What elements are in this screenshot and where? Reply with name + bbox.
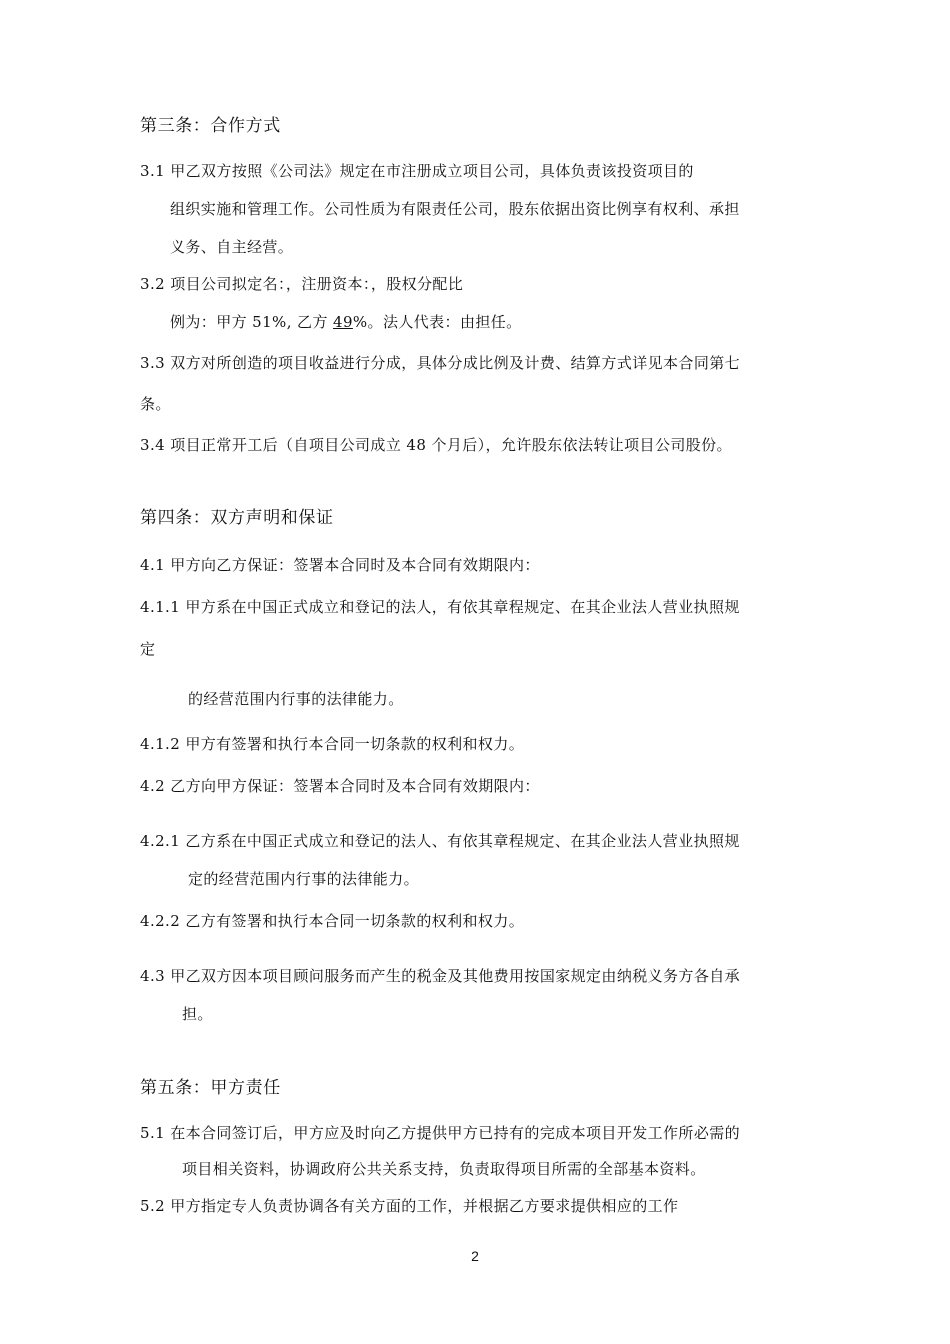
section-4-heading: 第四条：双方声明和保证 (140, 508, 334, 528)
clause-4-2-1-line-2: 定的经营范围内行事的法律能力。 (188, 870, 420, 888)
page-number: 2 (471, 1248, 479, 1264)
clause-4-1-1-line-1: 4.1.1 甲方系在中国正式成立和登记的法人，有依其章程规定、在其企业法人营业执照规 (140, 598, 740, 616)
section-5-heading: 第五条：甲方责任 (140, 1078, 281, 1098)
clause-3-4: 3.4 项目正常开工后（自项目公司成立 48 个月后），允许股东依法转让项目公司股份。 (140, 436, 732, 454)
clause-3-1-line-3: 义务、自主经营。 (170, 238, 294, 256)
clause-3-2-line-1: 3.2 项目公司拟定名：，注册资本：，股权分配比 (140, 275, 464, 293)
clause-3-3-line-1: 3.3 双方对所创造的项目收益进行分成，具体分成比例及计费、结算方式详见本合同第七 (140, 354, 741, 372)
clause-4-1-2: 4.1.2 甲方有签署和执行本合同一切条款的权利和权力。 (140, 735, 525, 753)
clause-3-1-line-2: 组织实施和管理工作。公司性质为有限责任公司，股东依据出资比例享有权利、承担 (170, 200, 740, 218)
clause-3-2-text-pre: 例为：甲方 51%, 乙方 (170, 313, 334, 331)
clause-4-2: 4.2 乙方向甲方保证：签署本合同时及本合同有效期限内： (140, 777, 540, 795)
clause-4-1: 4.1 甲方向乙方保证：签署本合同时及本合同有效期限内： (140, 556, 540, 574)
section-3-heading: 第三条：合作方式 (140, 116, 281, 136)
clause-5-1-line-1: 5.1 在本合同签订后，甲方应及时向乙方提供甲方已持有的完成本项目开发工作所必需的 (140, 1124, 741, 1142)
clause-4-1-1-line-2: 定 (140, 640, 156, 658)
clause-4-3-line-2: 担。 (182, 1005, 213, 1023)
clause-4-2-2: 4.2.2 乙方有签署和执行本合同一切条款的权利和权力。 (140, 912, 525, 930)
clause-3-2-text-post: %。法人代表：由担任。 (352, 313, 522, 331)
clause-4-1-1-line-3: 的经营范围内行事的法律能力。 (188, 690, 404, 708)
clause-4-2-1-line-1: 4.2.1 乙方系在中国正式成立和登记的法人、有依其章程规定、在其企业法人营业执照规 (140, 832, 740, 850)
clause-3-2-line-2 (170, 312, 522, 332)
clause-3-1-line-1: 3.1 甲乙双方按照《公司法》规定在市注册成立项目公司，具体负责该投资项目的 (140, 162, 694, 180)
clause-4-3-line-1: 4.3 甲乙双方因本项目顾问服务而产生的税金及其他费用按国家规定由纳税义务方各自承 (140, 967, 741, 985)
clause-5-1-line-2: 项目相关资料，协调政府公共关系支持，负责取得项目所需的全部基本资料。 (182, 1160, 706, 1178)
clause-5-2: 5.2 甲方指定专人负责协调各有关方面的工作，并根据乙方要求提供相应的工作 (140, 1197, 679, 1215)
clause-3-3-line-2: 条。 (140, 395, 171, 413)
clause-3-2-underlined-share: 49 (333, 313, 353, 331)
